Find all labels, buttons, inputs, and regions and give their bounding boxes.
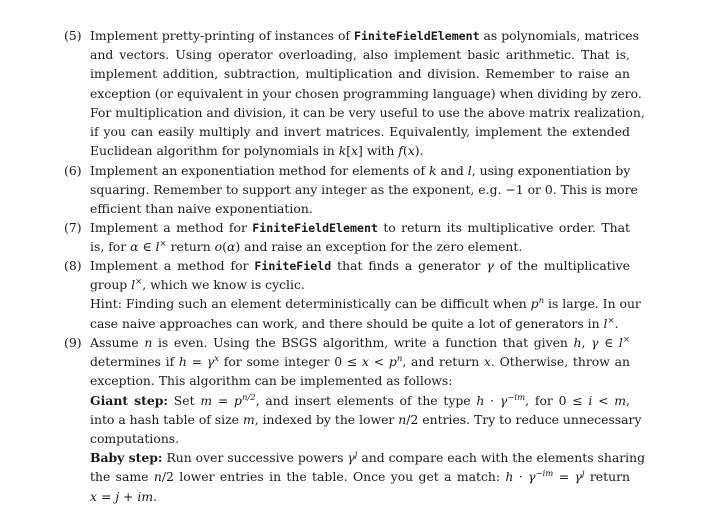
text-span: , bbox=[626, 392, 630, 408]
text-span: , for 0 ≤ bbox=[525, 392, 589, 408]
text-span: , using exponentiation by bbox=[471, 163, 631, 178]
text-span: Hint: Finding such an element deterministically can be difficult when bbox=[90, 296, 531, 312]
text-span: and bbox=[436, 163, 468, 178]
text-span: ∈ bbox=[138, 239, 156, 255]
text-line bbox=[90, 64, 630, 83]
text-line bbox=[90, 256, 630, 275]
text-line bbox=[90, 391, 630, 410]
text-line bbox=[90, 371, 452, 390]
text-span: ) and raise an exception for the zero element. bbox=[235, 239, 523, 255]
text-span: is, for bbox=[90, 239, 131, 255]
text-span: ). bbox=[414, 143, 424, 159]
text-span: n bbox=[396, 354, 403, 365]
text-line bbox=[90, 103, 645, 122]
item-number: (6) bbox=[64, 163, 82, 178]
text-span: · bbox=[513, 469, 529, 485]
text-span: that finds a generator bbox=[331, 258, 487, 273]
text-span: exception (or equivalent in your chosen programming language) when dividing by zero. bbox=[90, 85, 642, 101]
text-span: l bbox=[618, 335, 623, 350]
text-line bbox=[90, 180, 638, 199]
text-span: , and insert elements of the type bbox=[255, 392, 477, 408]
text-span: Implement a method for bbox=[90, 220, 253, 235]
text-line bbox=[90, 429, 179, 448]
text-span: ] with bbox=[358, 143, 399, 159]
text-span: [ bbox=[346, 143, 352, 159]
text-span: = bbox=[97, 488, 116, 504]
text-span: = bbox=[553, 469, 575, 485]
text-span: x bbox=[362, 354, 370, 370]
text-line bbox=[90, 199, 313, 218]
text-span: is large. In our bbox=[544, 296, 641, 312]
text-line bbox=[90, 218, 630, 237]
text-span: Implement a method for bbox=[90, 258, 255, 273]
text-line bbox=[90, 141, 424, 160]
text-span: as polynomials, matrices bbox=[479, 28, 639, 43]
text-span: for some integer 0 ≤ bbox=[218, 354, 363, 370]
text-span: into a hash table of size bbox=[90, 411, 243, 427]
text-line bbox=[90, 314, 619, 333]
text-span: x bbox=[214, 354, 219, 365]
text-span: γ bbox=[206, 354, 215, 370]
text-span: × bbox=[159, 239, 167, 250]
text-span: Run over successive powers bbox=[162, 450, 348, 466]
text-span: and compare each with the elements sharing bbox=[357, 450, 646, 466]
text-span: if you can easily multiply and invert matrices. Equivalently, implement the extended bbox=[90, 124, 630, 139]
text-span: γ bbox=[574, 469, 582, 485]
text-span: . bbox=[153, 488, 158, 504]
text-span: . bbox=[614, 315, 619, 331]
text-span: of the multiplicative bbox=[493, 258, 630, 273]
text-line bbox=[90, 275, 305, 294]
text-span: implement addition, subtraction, multiplication and division. Remember to raise an bbox=[90, 66, 630, 82]
text-span: computations. bbox=[90, 431, 180, 446]
text-span: n bbox=[538, 296, 545, 307]
text-span: Set bbox=[168, 392, 201, 408]
text-span: α bbox=[130, 239, 139, 255]
text-span: case naive approaches can work, and there should be quite a lot of generators in bbox=[90, 315, 604, 331]
text-line bbox=[90, 467, 630, 486]
text-span: j bbox=[354, 450, 358, 461]
text-span: h bbox=[505, 469, 514, 485]
text-span: ∈ bbox=[598, 335, 619, 350]
text-span: x bbox=[90, 488, 97, 504]
code-term: FiniteFieldElement bbox=[252, 221, 378, 235]
text-span: efficient than naive exponentiation. bbox=[90, 201, 313, 217]
text-span: /2 lower entries in the table. Once you get a match: bbox=[161, 469, 506, 485]
text-span: and vectors. Using operator overloading, also implement basic arithmetic. That is, bbox=[90, 47, 630, 63]
text-span: /2 entries. Try to reduce unnecessary bbox=[406, 411, 642, 427]
text-span: squaring. Remember to support any integer as the exponent, e.g. −1 or 0. This is more bbox=[90, 182, 638, 198]
text-span: γ bbox=[499, 392, 508, 408]
text-span: + bbox=[119, 488, 138, 504]
text-line bbox=[90, 352, 630, 371]
text-line bbox=[90, 84, 642, 103]
text-line bbox=[90, 237, 522, 256]
text-span: −im bbox=[507, 392, 526, 403]
text-span: α bbox=[226, 239, 236, 255]
text-span: l bbox=[155, 239, 160, 255]
text-line bbox=[90, 45, 630, 64]
text-span: l bbox=[603, 315, 608, 331]
text-span: h bbox=[178, 354, 187, 370]
text-span: < bbox=[592, 392, 615, 408]
text-span: k bbox=[429, 163, 437, 178]
text-span: −im bbox=[535, 469, 554, 480]
text-span: ( bbox=[402, 143, 408, 159]
text-line bbox=[90, 333, 630, 352]
text-span: For multiplication and division, it can be very useful to use the above matrix realization, bbox=[90, 104, 645, 120]
text-line bbox=[90, 26, 639, 45]
text-span: x bbox=[407, 143, 415, 159]
text-span: to return its multiplicative order. That bbox=[377, 220, 630, 235]
text-span: = bbox=[212, 392, 234, 408]
text-span: ( bbox=[222, 239, 227, 255]
text-span: return bbox=[166, 239, 215, 255]
text-span: im bbox=[137, 488, 154, 504]
text-line bbox=[90, 448, 646, 467]
bold-label: Giant step: bbox=[90, 392, 169, 408]
code-term: FiniteFieldElement bbox=[353, 29, 480, 43]
text-span: k bbox=[338, 143, 347, 159]
text-span: Implement an exponentiation method for elements of bbox=[90, 163, 430, 178]
text-span: group bbox=[90, 277, 132, 293]
text-span: x bbox=[351, 143, 359, 159]
text-span: p bbox=[234, 392, 242, 408]
text-span: < bbox=[369, 354, 389, 370]
text-span: n bbox=[144, 335, 153, 350]
text-span: = bbox=[186, 354, 207, 370]
text-span: n bbox=[398, 411, 407, 427]
item-number: (7) bbox=[64, 220, 82, 235]
text-span: , indexed by the lower bbox=[254, 411, 399, 427]
item-number: (5) bbox=[64, 28, 82, 43]
text-span: j bbox=[581, 469, 585, 480]
bold-label: Baby step: bbox=[90, 450, 163, 466]
text-line bbox=[90, 122, 630, 141]
text-span: × bbox=[607, 315, 615, 326]
text-span: γ bbox=[528, 469, 536, 485]
text-line bbox=[90, 294, 641, 313]
text-span: , and return bbox=[402, 354, 484, 370]
text-span: f bbox=[398, 143, 403, 159]
text-span: l bbox=[467, 163, 472, 178]
text-line bbox=[90, 161, 630, 180]
text-span: Assume bbox=[90, 335, 145, 350]
text-span: l bbox=[131, 277, 136, 293]
text-span: h bbox=[573, 335, 582, 350]
text-span: γ bbox=[486, 258, 494, 273]
text-span: × bbox=[135, 277, 143, 288]
text-span: h bbox=[476, 392, 485, 408]
text-line bbox=[90, 487, 157, 506]
text-span: j bbox=[115, 488, 120, 504]
text-span: i bbox=[588, 392, 593, 408]
text-span: o bbox=[214, 239, 223, 255]
text-span: Implement pretty-printing of instances of bbox=[90, 28, 354, 43]
text-span: γ bbox=[591, 335, 599, 350]
text-span: n bbox=[153, 469, 162, 485]
text-span: determines if bbox=[90, 354, 179, 370]
text-line bbox=[90, 410, 642, 429]
text-span: return bbox=[584, 469, 631, 485]
code-term: FiniteField bbox=[254, 259, 332, 273]
text-span: Euclidean algorithm for polynomials in bbox=[90, 143, 339, 159]
text-span: is even. Using the BSGS algorithm, write a function that given bbox=[152, 335, 574, 350]
text-span: , bbox=[581, 335, 592, 350]
text-span: , which we know is cyclic. bbox=[142, 277, 305, 293]
text-span: p bbox=[388, 354, 397, 370]
text-span: × bbox=[622, 335, 630, 345]
text-span: n/2 bbox=[241, 392, 256, 403]
text-span: γ bbox=[347, 450, 355, 466]
text-span: m bbox=[614, 392, 627, 408]
text-span: . Otherwise, throw an bbox=[490, 354, 630, 370]
text-span: m bbox=[200, 392, 213, 408]
text-span: x bbox=[483, 354, 491, 370]
item-number: (8) bbox=[64, 258, 82, 273]
text-span: the same bbox=[90, 469, 154, 485]
text-span: exception. This algorithm can be implemented as follows: bbox=[90, 373, 453, 389]
text-span: m bbox=[242, 411, 255, 427]
text-span: p bbox=[530, 296, 539, 312]
item-number: (9) bbox=[64, 335, 82, 350]
text-span: · bbox=[484, 392, 500, 408]
